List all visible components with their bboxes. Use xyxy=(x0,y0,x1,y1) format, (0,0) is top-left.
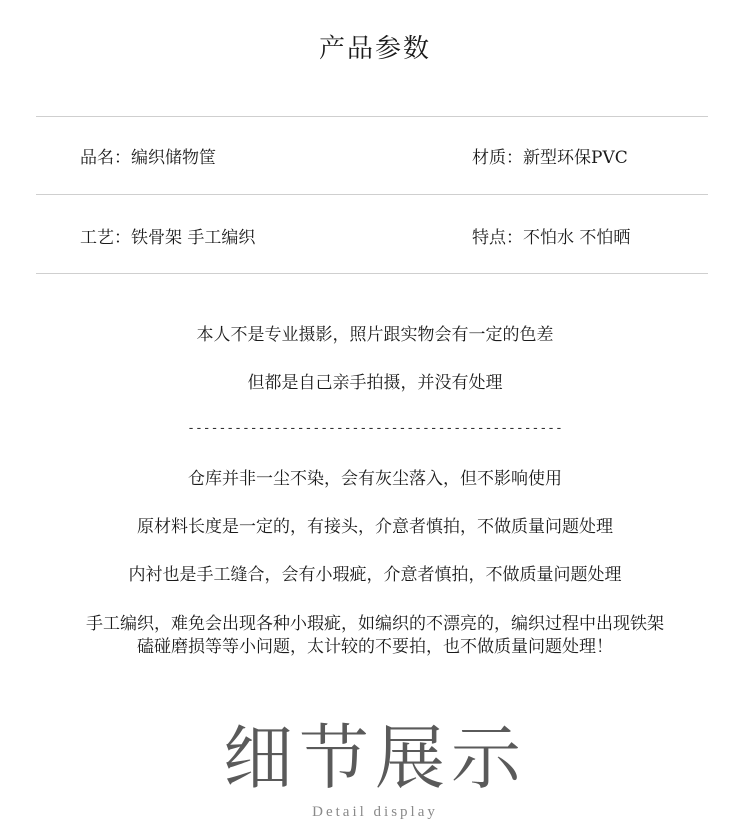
divider-bottom xyxy=(36,273,708,274)
dashed-separator: ------------------------------------------------ xyxy=(187,421,563,436)
notice-warehouse: 仓库并非一尘不染，会有灰尘落入，但不影响使用 xyxy=(188,469,562,489)
details-section-subtitle: Detail display xyxy=(312,804,438,820)
spec-material: 材质：新型环保PVC xyxy=(472,148,628,168)
divider-top xyxy=(36,116,708,117)
spec-craft: 工艺：铁骨架 手工编织 xyxy=(80,228,256,248)
page-title: 产品参数 xyxy=(318,34,431,64)
spec-product-name: 品名：编织储物筐 xyxy=(80,148,216,168)
notice-lining: 内衬也是手工缝合，会有小瑕疵，介意者慎拍，不做质量问题处理 xyxy=(128,565,622,585)
notice-handmade-line-1: 手工编织，难免会出现各种小瑕疵，如编织的不漂亮的，编织过程中出现铁架 xyxy=(86,614,664,634)
spec-features: 特点：不怕水 不怕晒 xyxy=(472,228,631,248)
notice-photo-line-1: 本人不是专业摄影，照片跟实物会有一定的色差 xyxy=(196,325,554,345)
notice-handmade-line-2: 磕碰磨损等等小问题，太计较的不要拍，也不做质量问题处理！ xyxy=(137,637,613,657)
notice-material-joints: 原材料长度是一定的，有接头，介意者慎拍，不做质量问题处理 xyxy=(137,517,613,537)
details-section-title: 细节展示 xyxy=(223,717,527,799)
divider-middle xyxy=(36,194,708,195)
notice-photo-line-2: 但都是自己亲手拍摄，并没有处理 xyxy=(247,373,503,393)
